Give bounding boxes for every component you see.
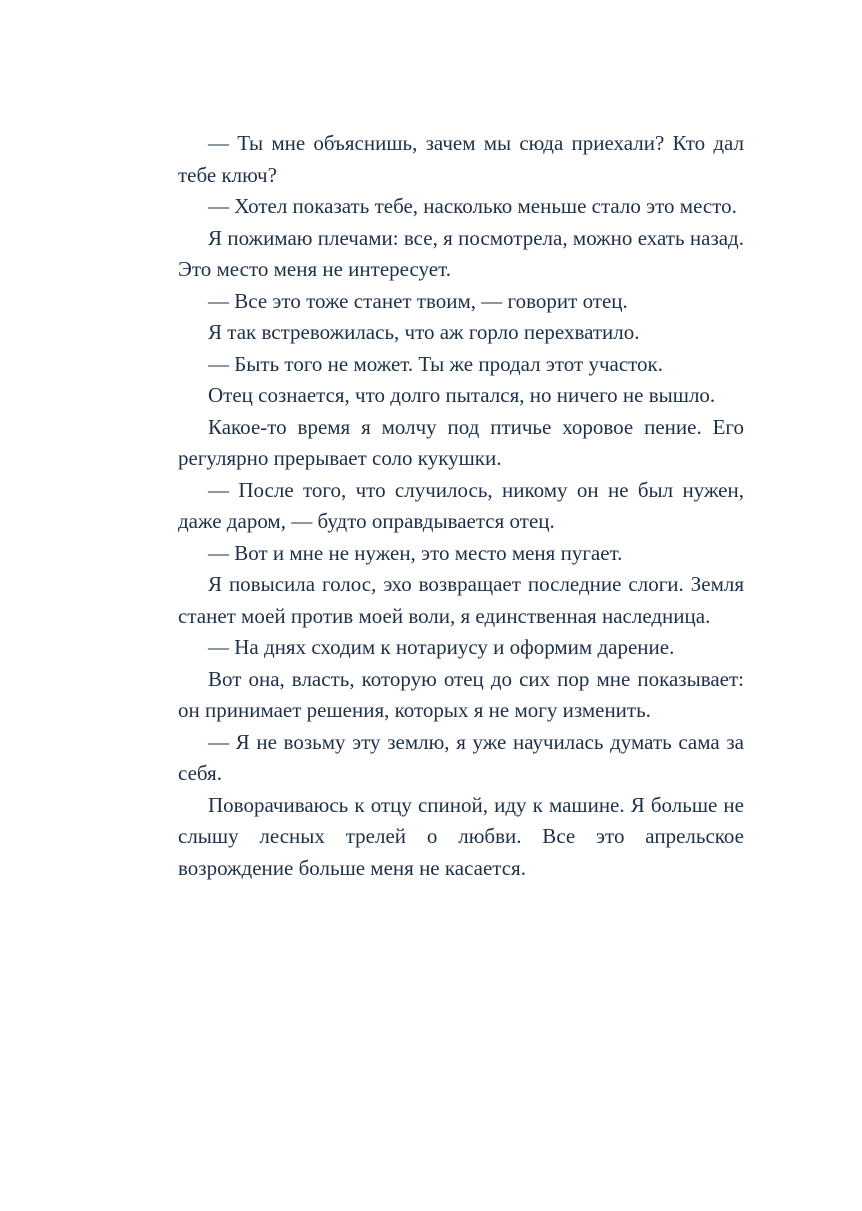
paragraph: — Я не возьму эту землю, я уже научилась думать сама за себя. bbox=[178, 729, 744, 785]
paragraph: Отец сознается, что долго пытался, но ничего не вышло. bbox=[208, 383, 716, 407]
paragraph: — На днях сходим к нотариусу и оформим дарение. bbox=[208, 635, 675, 659]
paragraph: — Быть того не может. Ты же продал этот участок. bbox=[208, 351, 664, 376]
paragraph: — Вот и мне не нужен, это место меня пугает. bbox=[208, 540, 623, 565]
paragraph: — Хотел показать тебе, насколько меньше стало это место. bbox=[208, 194, 737, 218]
paragraph: Я повысила голос, эхо возвращает последние слоги. Земля станет моей против моей воли, я единственная наследница. bbox=[178, 572, 744, 628]
paragraph: — После того, что случилось, никому он не был нужен, даже даром, — будто оправдывается отец. bbox=[178, 477, 744, 533]
paragraph: Я так встревожилась, что аж горло перехватило. bbox=[208, 320, 640, 344]
paragraph: Какое-то время я молчу под птичье хоровое пение. Его регулярно прерывает соло кукушки. bbox=[178, 414, 744, 470]
body-text bbox=[178, 128, 744, 884]
paragraph: — Ты мне объяснишь, зачем мы сюда приехали? Кто дал тебе ключ? bbox=[178, 131, 744, 187]
paragraph: Вот она, власть, которую отец до сих пор мне показывает: он принимает решения, которых я не могу изменить. bbox=[178, 666, 744, 722]
paragraph: Поворачиваюсь к отцу спиной, иду к машине. Я больше не слышу лесных трелей о любви. Все это апрельское возрождение больше меня не касается. bbox=[178, 792, 744, 880]
paragraph: Я пожимаю плечами: все, я посмотрела, можно ехать назад. Это место меня не интересует. bbox=[178, 225, 744, 281]
paragraph: — Все это тоже станет твоим, — говорит отец. bbox=[208, 288, 628, 313]
